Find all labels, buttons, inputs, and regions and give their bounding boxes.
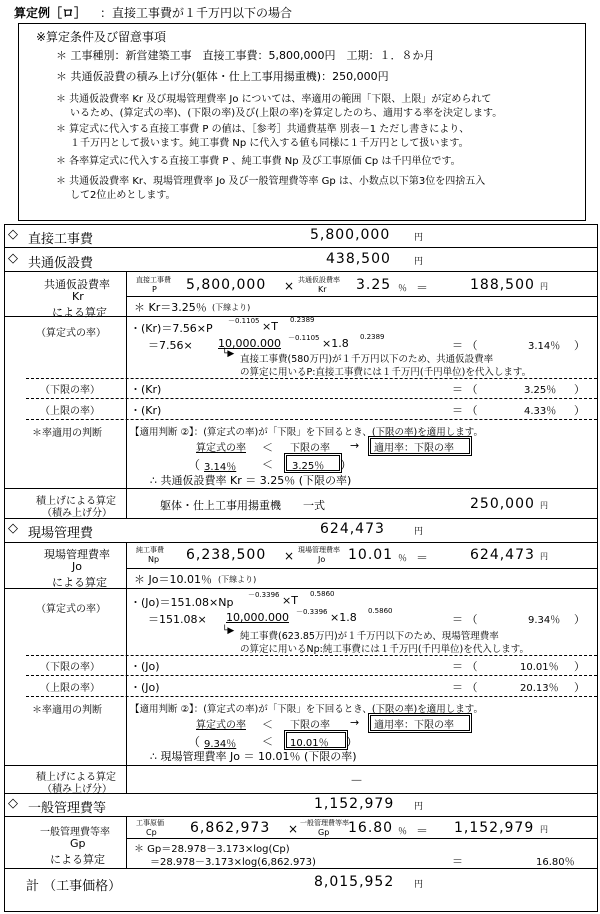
result-unit: 円: [540, 282, 548, 291]
jo-formula-value: 9.34％: [528, 615, 561, 626]
diamond-icon: ◇: [8, 796, 18, 811]
kr-label: 共通仮設費率: [298, 276, 340, 284]
eq: ＝ （: [452, 613, 478, 626]
exp: 0.5860: [368, 607, 393, 615]
condition-line: ＊ 共通仮設費の積み上げ分(躯体・仕上工事用揚重機)：250,000円: [56, 70, 389, 83]
exp: 0.2389: [290, 316, 315, 324]
jo-label: 現場管理費率: [298, 546, 340, 554]
kr-formula-note: 直接工事費(580万円)が１千万円以下のため、共通仮設費率: [240, 354, 494, 365]
pct-sign: ％: [398, 554, 408, 564]
mid: ×1.8: [330, 611, 357, 624]
upper-label: （上限の率）: [40, 683, 100, 694]
judge-a: 算定式の率: [196, 443, 246, 454]
jo-final: ∴ 現場管理費率 Jo ＝ 10.01％ (下限の率): [150, 750, 357, 763]
genba-value: 624,473: [320, 521, 385, 537]
eq: ＝: [452, 855, 463, 868]
exp: －0.1105: [228, 317, 260, 325]
p-value: 5,800,000: [186, 277, 267, 293]
jo-value: 10.01: [348, 547, 394, 563]
condition-line: ＊ 共通仮設費率 Kr 及び現場管理費率 Jo については、率適用の範囲「下限、上限」が定められて: [56, 94, 492, 105]
formula-label: （算定式の率）: [36, 604, 106, 615]
title-prefix: 算定例［ロ］: [14, 6, 87, 20]
stack-label2: （積み上げ分）: [42, 784, 112, 795]
eq: ＝ （: [452, 339, 478, 352]
upper-expr: ・(Kr): [130, 404, 162, 417]
gp-label: 一般管理費等率: [300, 819, 349, 827]
diamond-icon: ◇: [8, 251, 18, 266]
genba-label: 現場管理費: [28, 526, 94, 541]
condition-line: ＊ 各率算定式に代入する直接工事費 P 、純工事費 Np 及び工事原価 Cp は千円単位です。: [56, 156, 461, 167]
gp-formula-line1: ＊ Gp＝28.978－3.173×log(Cp): [134, 844, 290, 855]
title-text: ：直接工事費が１千万円以下の場合: [100, 6, 293, 20]
direct-value: 5,800,000: [310, 227, 391, 243]
genba-unit: 円: [414, 527, 424, 537]
eq: ＝ （: [452, 383, 478, 396]
kyotsu-result: 188,500: [470, 277, 535, 293]
paren: ）: [574, 613, 585, 626]
paren: ）: [574, 660, 585, 673]
condition-line: １千万円として扱います。純工事費 Np に代入する値も同様に１千万円として扱います。: [70, 138, 469, 149]
ippan-result: 1,152,979: [454, 820, 535, 836]
lt: ＜: [262, 458, 273, 471]
gp-sym: Gp: [318, 828, 330, 837]
judge-b: 下限の率: [290, 720, 330, 731]
total-unit: 円: [414, 880, 424, 890]
upper-label: （上限の率）: [40, 406, 100, 417]
kyotsu-rate-label: 共通仮設費率: [44, 278, 110, 291]
kyotsu-unit: 円: [414, 257, 424, 267]
stack-label2: （積み上げ分）: [42, 508, 112, 519]
arrow-icon: →: [350, 716, 360, 729]
conditions-heading: ※算定条件及び留意事項: [36, 30, 167, 44]
eq: ＝ （: [452, 660, 478, 673]
condition-line: して2位止めとします。: [70, 190, 176, 201]
cp-sym: Cp: [146, 828, 157, 837]
times-sign: ×: [288, 822, 299, 836]
eq: ＝ （: [452, 404, 478, 417]
p-label: 直接工事費: [136, 276, 171, 284]
exp: －0.3396: [248, 591, 280, 599]
kr-note: ＊ Kr＝3.25％: [134, 301, 207, 314]
jo-lower-value: 10.01％: [520, 662, 559, 673]
lt: ＜: [262, 718, 273, 731]
exp: 0.5860: [310, 590, 335, 598]
judge-c: 適用率：下限の率: [374, 720, 454, 731]
genba-rate-sym: Jo: [72, 560, 82, 573]
kr-formula-line2: ＝7.56×: [148, 339, 193, 352]
arrow-icon: →: [350, 439, 360, 452]
result-unit: 円: [540, 825, 548, 834]
stack-label: 積上げによる算定: [36, 772, 116, 783]
direct-unit: 円: [414, 233, 424, 243]
genba-rate-method: による算定: [52, 576, 107, 589]
lower-label: （下限の率）: [40, 385, 100, 396]
paren: ）: [574, 383, 585, 396]
condition-line: いるため、(算定式の率)、(下限の率)及び(上限の率)を算定したのち、適用する率を決定します。: [70, 108, 503, 119]
kr-note-small: (下線より): [212, 303, 251, 312]
jo-formula-note: 純工事費(623.85万円)が１千万円以下のため、現場管理費率: [240, 631, 499, 642]
formula-label: （算定式の率）: [36, 328, 106, 339]
condition-line: ＊ 共通仮設費率 Kr、現場管理費率 Jo 及び一般管理費等率 Gp は、小数点以下第3位を四捨五入: [56, 176, 486, 187]
ippan-label: 一般管理費等: [28, 801, 107, 816]
jo-note: ＊ Jo＝10.01％: [134, 573, 212, 586]
kyotsu-rate-method: による算定: [52, 306, 107, 319]
eq-sign: ＝: [416, 281, 429, 295]
jo-formula-line2: ＝151.08×: [148, 613, 207, 626]
stack-label: 積上げによる算定: [36, 496, 116, 507]
lt: ＜: [262, 441, 273, 454]
condition-line: ＊ 工事種別：新営建築工事 直接工事費：5,800,000円 工期：１．８か月: [56, 49, 435, 62]
mid: ×T: [262, 320, 278, 333]
exp: －0.3396: [296, 608, 328, 616]
p-sym: P: [152, 285, 157, 294]
pct-sign: ％: [398, 827, 408, 837]
genba-rate-label: 現場管理費率: [44, 548, 110, 561]
lower-expr: ・(Kr): [130, 383, 162, 396]
jo-formula-note: の算定に用いるNp:純工事費には１千万円(千円単位)を代入します。: [240, 644, 529, 655]
jo-upper-value: 20.13％: [520, 683, 559, 694]
stack-item: 躯体・仕上工事用揚重機 一式: [160, 499, 325, 512]
kr-formula-value: 3.14％: [528, 341, 561, 352]
kyotsu-value: 438,500: [326, 251, 391, 267]
total-value: 8,015,952: [314, 874, 395, 890]
judge-text: 【適用判断 ②】：(算定式の率)が「下限」を下回るとき、(下限の率)を適用します。: [130, 704, 483, 715]
ippan-rate-method: による算定: [50, 853, 105, 866]
gp-formula-value: 16.80％: [536, 857, 575, 868]
judge-a: 算定式の率: [196, 720, 246, 731]
total-label: 計 （工事価格）: [26, 879, 122, 894]
jo-formula-line1: ・(Jo)＝151.08×Np: [130, 596, 234, 609]
judge-label: ＊率適用の判断: [32, 705, 102, 716]
kr-final: ∴ 共通仮設費率 Kr ＝ 3.25％ (下限の率): [150, 474, 352, 487]
np-label: 純工事費: [136, 546, 164, 554]
pct-sign: ％: [398, 284, 408, 294]
eq-sign: ＝: [416, 551, 429, 565]
judge-b: 下限の率: [290, 443, 330, 454]
exp: －0.1105: [288, 334, 320, 342]
gp-formula-line2: ＝28.978－3.173×log(6,862.973): [150, 857, 316, 868]
mid: ×T: [282, 594, 298, 607]
judge-v1: 9.34％: [204, 739, 237, 750]
kr-upper-value: 4.33％: [524, 406, 557, 417]
kr-formula-line1: ・(Kr)＝7.56×P: [130, 322, 213, 335]
kyotsu-label: 共通仮設費: [28, 256, 94, 271]
mid: ×1.8: [322, 337, 349, 350]
judge-c: 適用率：下限の率: [374, 443, 454, 454]
jo-note-small: (下線より): [218, 575, 257, 584]
genba-result: 624,473: [470, 547, 535, 563]
exp: 0.2389: [360, 333, 385, 341]
stack-unit: 円: [540, 501, 548, 510]
times-sign: ×: [284, 549, 295, 563]
kr-value: 3.25: [356, 277, 392, 293]
ippan-value: 1,152,979: [314, 796, 395, 812]
judge-v2: 10.01％: [290, 738, 329, 749]
upper-expr: ・(Jo): [130, 681, 160, 694]
kr-formula-note: の算定に用いるP:直接工事費には１千万円(千円単位)を代入します。: [240, 367, 532, 378]
direct-label: 直接工事費: [28, 232, 94, 247]
kr-lower-value: 3.25％: [524, 385, 557, 396]
paren: ）: [574, 339, 585, 352]
eq: ＝ （: [452, 681, 478, 694]
np-sym: Np: [148, 555, 160, 564]
condition-line: ＊ 算定式に代入する直接工事費 P の値は、［参考］共通費基準 別表－1 ただし書きにより、: [56, 124, 470, 135]
diamond-icon: ◇: [8, 521, 18, 536]
judge-v1: 3.14％: [204, 462, 237, 473]
diamond-icon: ◇: [8, 227, 18, 242]
ippan-rate-sym: Gp: [70, 837, 86, 850]
lower-label: （下限の率）: [40, 662, 100, 673]
kr-formula-underline: 10,000.000: [218, 337, 281, 350]
result-unit: 円: [540, 552, 548, 561]
jo-sym: Jo: [318, 555, 326, 564]
stack-value: 250,000: [470, 496, 535, 512]
paren: ）: [574, 404, 585, 417]
judge-label: ＊率適用の判断: [32, 428, 102, 439]
judge-v2: 3.25％: [292, 461, 325, 472]
lower-expr: ・(Jo): [130, 660, 160, 673]
stack-dash: －: [350, 774, 364, 789]
paren: ）: [574, 681, 585, 694]
cp-label: 工事原価: [136, 819, 164, 827]
eq-sign: ＝: [416, 824, 429, 838]
ippan-rate-label: 一般管理費等率: [40, 827, 110, 838]
jo-formula-underline: 10,000.000: [226, 611, 289, 624]
cp-value: 6,862,973: [190, 820, 271, 836]
ippan-unit: 円: [414, 802, 424, 812]
times-sign: ×: [284, 279, 295, 293]
np-value: 6,238,500: [186, 547, 267, 563]
gp-value: 16.80: [348, 820, 394, 836]
lt: ＜: [262, 735, 273, 748]
kyotsu-rate-sym: Kr: [72, 290, 84, 303]
judge-text: 【適用判断 ②】：(算定式の率)が「下限」を下回るとき、(下限の率)を適用します。: [130, 427, 483, 438]
kr-sym: Kr: [318, 285, 327, 294]
